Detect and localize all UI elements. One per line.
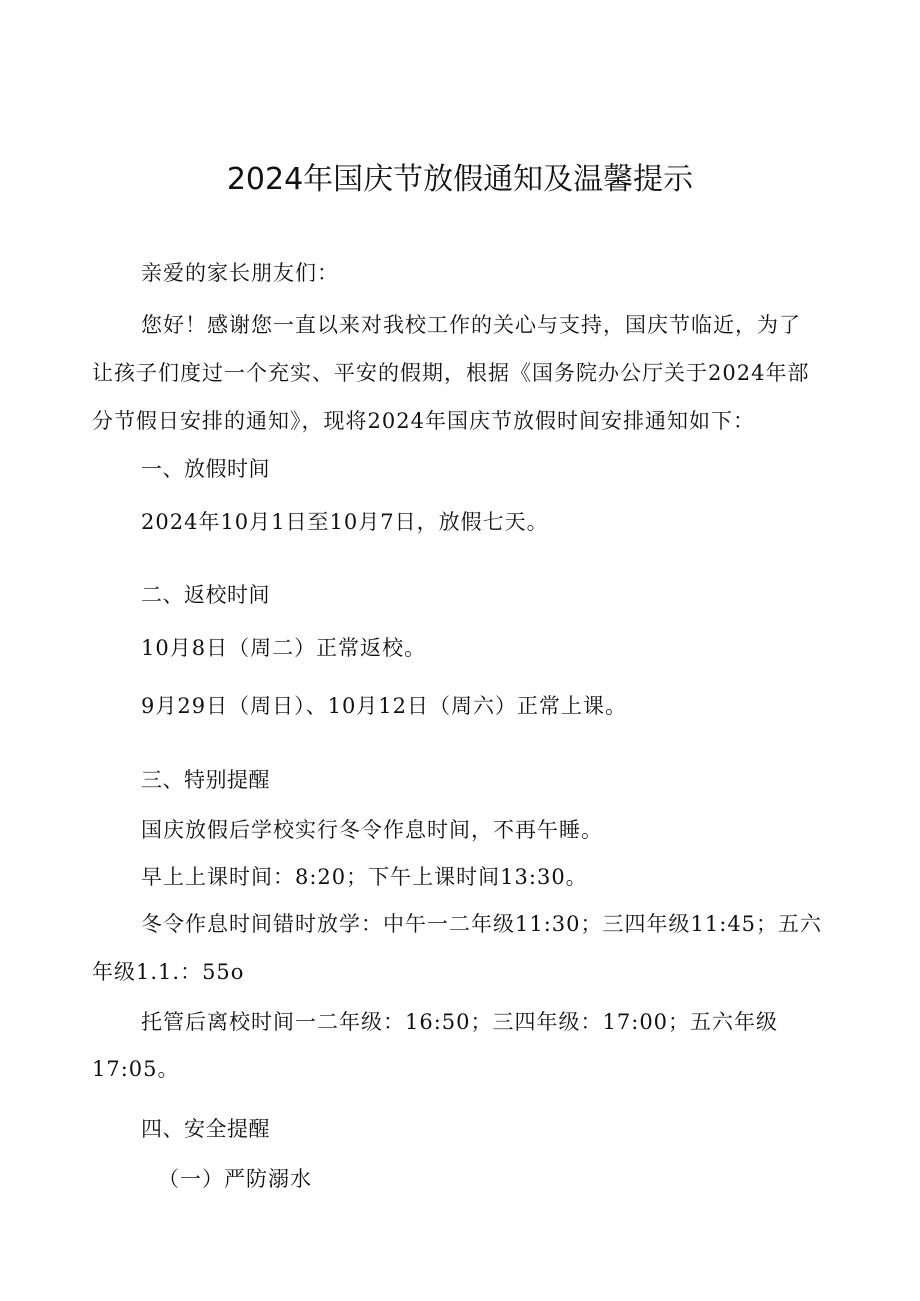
reminder-line-3: 冬令作息时间错时放学：中午一二年级11:30；三四年级11:45；五六 xyxy=(141,912,823,936)
section-heading-return-time: 二、返校时间 xyxy=(141,583,270,607)
section-heading-special-reminder: 三、特别提醒 xyxy=(141,768,270,792)
reminder-line-1: 国庆放假后学校实行冬令作息时间，不再午睡。 xyxy=(141,818,603,842)
document-title: 2024年国庆节放假通知及温馨提示 xyxy=(226,162,694,197)
greeting: 亲爱的家长朋友们： xyxy=(141,261,339,285)
reminder-line-2: 早上上课时间：8:20；下午上课时间13:30。 xyxy=(141,865,588,889)
reminder-line-5: 托管后离校时间一二年级：16:50；三四年级：17:00；五六年级 xyxy=(141,1010,779,1034)
intro-line-3: 分节假日安排的通知》，现将2024年国庆节放假时间安排通知如下： xyxy=(92,409,755,433)
reminder-line-6: 17:05。 xyxy=(92,1057,180,1081)
intro-line-1: 您好！感谢您一直以来对我校工作的关心与支持，国庆节临近，为了 xyxy=(141,313,801,337)
holiday-time-line: 2024年10月1日至10月7日，放假七天。 xyxy=(141,510,549,534)
return-time-line-2: 9月29日（周日）、10月12日（周六）正常上课。 xyxy=(141,694,628,718)
section-heading-safety-reminder: 四、安全提醒 xyxy=(141,1117,270,1141)
return-time-line-1: 10月8日（周二）正常返校。 xyxy=(141,636,427,660)
safety-line-1: （一）严防溺水 xyxy=(158,1167,312,1191)
section-heading-holiday-time: 一、放假时间 xyxy=(141,457,270,481)
intro-line-2: 让孩子们度过一个充实、平安的假期，根据《国务院办公厅关于2024年部 xyxy=(92,361,810,385)
reminder-line-4: 年级1.1.：55o xyxy=(92,960,245,984)
